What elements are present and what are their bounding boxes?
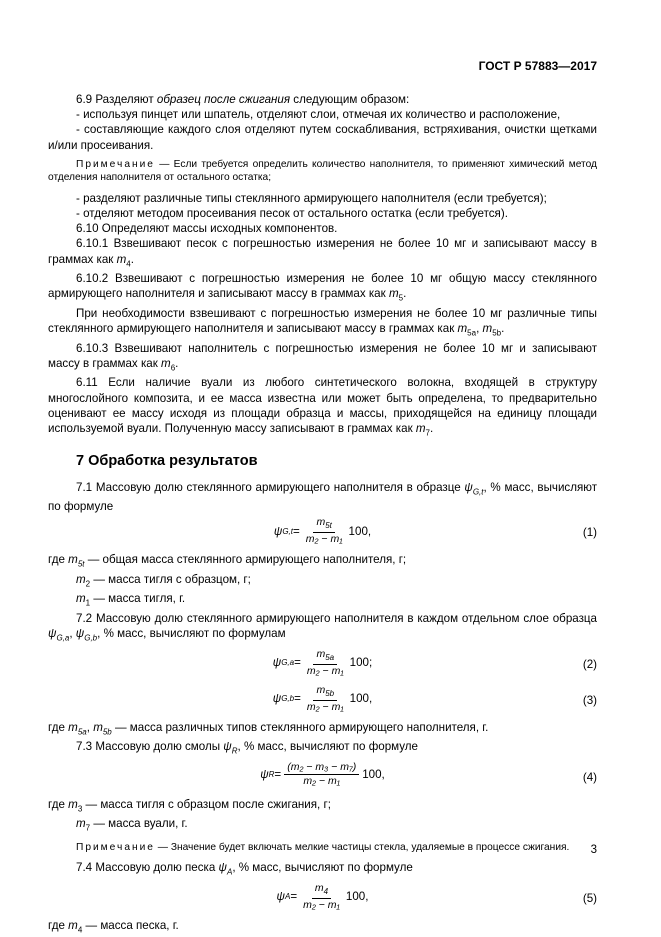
paragraph-6-10-3: 6.10.3 Взвешивают наполнитель с погрешностью измерения не более 10 мг и записывают массу в граммах как $m_6$. bbox=[48, 341, 597, 373]
list-item: - отделяют методом просеивания песок от остального остатка (если требуется). bbox=[76, 207, 508, 221]
where-line: $m_1$ — масса тигля, г. bbox=[76, 592, 186, 608]
list-item: - используя пинцет или шпатель, отделяют слои, отмечая их количество и расположение, bbox=[76, 108, 561, 122]
formula-5: ψ A = $\frac{m_4}{\text{m₂ − m₁}}$ 100, (5) bbox=[276, 881, 597, 911]
formula-number: (2) bbox=[582, 657, 597, 671]
document-code: ГОСТ Р 57883—2017 bbox=[478, 59, 597, 73]
paragraph-7-1: 7.1 Массовую долю стеклянного армирующего наполнителя в образце $\psi_{G,t}$, % масс, вычисляют по формуле bbox=[48, 480, 598, 514]
formula-number: (3) bbox=[582, 693, 597, 707]
paragraph-6-10-1: 6.10.1 Взвешивают песок с погрешностью измерения не более 10 мг и записывают массу в граммах как $m_4$. bbox=[48, 237, 597, 268]
where-line: где $m_{5t}$ — общая масса стеклянного армирующего наполнителя, г; bbox=[48, 553, 407, 569]
page-body bbox=[48, 92, 597, 937]
where-line: где $m_3$ — масса тигля с образцом после сжигания, г; bbox=[48, 797, 331, 813]
list-item: - составляющие каждого слоя отделяют путем соскабливания, встряхивания, очистки щетками и/или просеивания. bbox=[48, 123, 597, 152]
paragraph-6-9: 6.9 Разделяют образец после сжигания следующим образом: bbox=[76, 93, 410, 106]
formula-number: (4) bbox=[582, 770, 597, 784]
formula-2: ψ G,a = $\frac{m_{5a}}{\text{m₂ − m₁}}$ 100; (2) bbox=[272, 647, 597, 677]
page-number: 3 bbox=[590, 844, 597, 856]
formula-4: ψ R = $\frac{\text{(m₂ − m₃ − m₇)}}{\text{m₂ − m₁}}$ 100, (4) bbox=[260, 760, 597, 787]
section-heading: 7 Обработка результатов bbox=[76, 453, 258, 470]
where-line: где $m_{5a}$, $m_{5b}$ — масса различных типов стеклянного армирующего наполнителя, г. bbox=[48, 720, 489, 736]
note-1: Примечание — Если требуется определить количество наполнителя, то применяют химический метод отделения наполнителя от остального остатка; bbox=[48, 158, 597, 184]
paragraph-6-11: 6.11 Если наличие вуали из любого синтетического волокна, входящей в структуру многослойного композита, и ее масса известна или может быть определена, то предварительно оценивают ее массу исходя из площади образца и массы, приходящейся на единицу площади используемой вуали. Полученную массу записывают в граммах как $m_7$. bbox=[48, 376, 597, 438]
list-item: - разделяют различные типы стеклянного армирующего наполнителя (если требуется); bbox=[76, 191, 547, 205]
paragraph-6-10-2: 6.10.2 Взвешивают с погрешностью измерения не более 10 мг общую массу стеклянного армирующего наполнителя и записывают массу в граммах как $m_5$. bbox=[48, 272, 597, 303]
paragraph-7-3: 7.3 Массовую долю смолы $\psi_R$, % масс, вычисляют по формуле bbox=[76, 740, 418, 756]
paragraph-7-4: 7.4 Массовую долю песка $\psi_A$, % масс, вычисляют по формуле bbox=[76, 861, 413, 877]
formula-number: (5) bbox=[582, 891, 597, 905]
paragraph-6-10: 6.10 Определяют массы исходных компонентов. bbox=[76, 222, 338, 236]
where-line: $m_7$ — масса вуали, г. bbox=[76, 817, 188, 833]
formula-1: ψ G,t = $\frac{m_{5t}}{\text{m₂ − m₁}}$ 100, (1) bbox=[273, 516, 597, 546]
paragraph-optional-weighing: При необходимости взвешивают с погрешностью измерения не более 10 мг различные типы стеклянного армирующего наполнителя и записывают массу в граммах как $m_{5a}$, $m_{5b}$. bbox=[48, 306, 597, 338]
formula-number: (1) bbox=[582, 526, 597, 540]
where-line: $m_2$ — масса тигля с образцом, г; bbox=[76, 572, 251, 589]
where-line: где $m_4$ — масса песка, г. bbox=[48, 918, 179, 934]
paragraph-7-2: 7.2 Массовую долю стеклянного армирующего наполнителя в каждом отдельном слое образца $\psi_{G,a}$, $\psi_{G,b}$, % масс, вычисляют по формулам bbox=[48, 611, 597, 643]
formula-3: ψ G,b = $\frac{m_{5b}}{\text{m₂ − m₁}}$ 100, (3) bbox=[272, 683, 597, 713]
note-2: Примечание — Значение будет включать мелкие частицы стекла, удаляемые в процессе сжигания. bbox=[76, 841, 570, 853]
